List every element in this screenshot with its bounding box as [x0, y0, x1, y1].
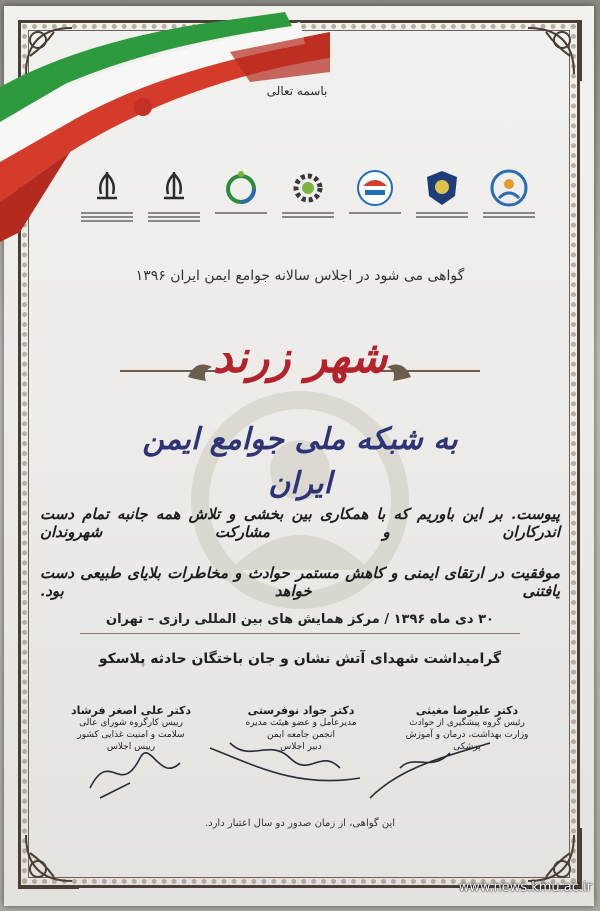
- safe-community-emblem-icon: [489, 168, 529, 208]
- logo-gear: [279, 168, 337, 224]
- signatory-title: مدیرعامل و عضو هیئت مدیره: [245, 718, 357, 728]
- signatory-title: انجمن جامعه ایمن: [267, 730, 335, 740]
- signature-scribble-icon: [360, 728, 500, 808]
- logo-iran-emblem-1: [145, 168, 203, 224]
- iran-emblem-icon: [154, 168, 194, 208]
- certificate-body-line-2: موفقیت در ارتقای ایمنی و کاهش مستمر حوادث و مخاطرات بلایای طبیعی دست یافتنی خواهد بود.: [40, 564, 560, 600]
- police-emblem-icon: [422, 168, 462, 208]
- logo-safe-community: [480, 168, 538, 224]
- signatory-name: دکتر جواد نوفرستی: [247, 704, 355, 717]
- logo-police: [413, 168, 471, 224]
- gear-emblem-icon: [288, 168, 328, 208]
- commemoration-line: گرامیداشت شهدای آتش نشان و جان باختگان حادثه پلاسکو: [98, 651, 502, 667]
- signatory-title: وزارت بهداشت، درمان و آموزش پزشکی: [405, 730, 529, 752]
- corner-ornament-icon: [516, 16, 586, 86]
- signatory-name: دکتر علیرضا مغیثی: [415, 704, 519, 717]
- validity-note: این گواهی، از زمان صدور دو سال اعتبار دارد.: [204, 818, 396, 829]
- ring-emblem-icon: [221, 168, 261, 208]
- signatory-title: سلامت و امنیت غذایی کشور: [77, 730, 185, 740]
- network-name-title: به شبکه ملی جوامع ایمن ایران: [142, 422, 458, 501]
- logo-pmrm: [346, 168, 404, 224]
- basmala-text: باسمه تعالی: [266, 84, 328, 98]
- date-venue-line: ۳۰ دی ماه ۱۳۹۶ / مرکز همایش های بین المللی رازی – تهران: [106, 612, 494, 627]
- signatory-title: رئیس گروه پیشگیری از حوادث: [409, 718, 525, 728]
- signatory-role: رییس اجلاس: [106, 742, 156, 752]
- certificate-body-line-1: پیوست. بر این باوریم که با همکاری بین بخشی و تلاش همه جانبه تمام دست اندرکاران و مشارکت شهروندان: [40, 505, 560, 541]
- logo-iran-emblem-2: [78, 168, 136, 224]
- organization-logos: [78, 168, 538, 248]
- signatory-role: دبیر اجلاس: [280, 742, 322, 752]
- signature-scribble-icon: [70, 728, 210, 808]
- logo-ring: [212, 168, 270, 224]
- iran-emblem-icon: [87, 168, 127, 208]
- signatory-name: دکتر علی اصغر فرشاد: [70, 704, 192, 717]
- divider: [80, 633, 520, 634]
- certify-line: گواهی می شود در اجلاس سالانه جوامع ایمن ایران ۱۳۹۶: [135, 268, 465, 284]
- corner-ornament-icon: [14, 823, 84, 893]
- signature-scribble-icon: [200, 728, 370, 808]
- website-watermark: www.news.kmu.ac.ir: [458, 880, 592, 895]
- city-name-title: شهر زرند: [212, 332, 388, 383]
- pmrm-emblem-icon: [355, 168, 395, 208]
- signatory-title: رییس کارگروه شورای عالی: [79, 718, 183, 728]
